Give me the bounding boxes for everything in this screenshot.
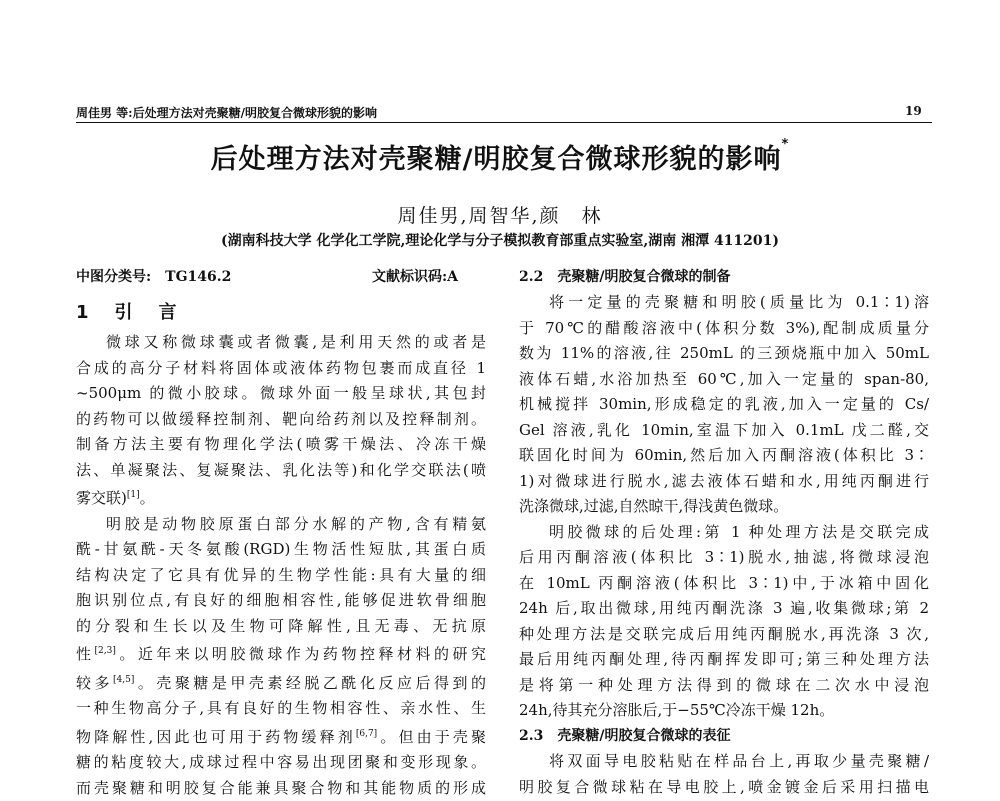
s1-p1-line-text: 雾交联) <box>76 489 127 507</box>
s1-p2-line: 胞识别位点,有良好的细胞相容性,能够促进软骨细胞 <box>76 588 486 614</box>
s22-p2-line: 24h 后,取出微球,用纯丙酮洗涤 3 遍,收集微球;第 2 <box>519 596 929 622</box>
s22-p1-line: 1)对微球进行脱水,滤去液体石蜡和水,用纯丙酮进行 <box>519 469 929 495</box>
page-number: 19 <box>905 104 922 118</box>
s22-p2-line: 24h,待其充分溶胀后,于−55℃冷冻干燥 12h。 <box>519 698 929 724</box>
s1-p1-line: 法、单凝聚法、复凝聚法、乳化法等)和化学交联法(喷 <box>76 458 486 484</box>
s1-p2-line: 而壳聚糖和明胶复合能兼具聚合物和其能物质的形成 <box>76 776 486 801</box>
title-footnote-mark: * <box>782 137 790 152</box>
document-code: 文献标识码:A <box>372 266 458 286</box>
s22-p2-line: 是将第一种处理方法得到的微球在二次水中浸泡 <box>519 673 929 699</box>
article-title <box>0 137 1000 176</box>
section-2-2-heading: 2.2 壳聚糖/明胶复合微球的制备 <box>519 266 730 286</box>
s22-p1-line: 液体石蜡,水浴加热至 60℃,加入一定量的 span-80, <box>519 367 929 393</box>
citation-ref: [1] <box>127 490 140 500</box>
classification-number: 中图分类号: TG146.2 <box>76 266 231 286</box>
s1-p1-line: 微球又称微球囊或者微囊,是利用天然的或者是 <box>76 330 486 356</box>
s1-p2-line <box>76 668 486 697</box>
s1-p2-text: 。但由于壳聚 <box>377 728 486 746</box>
s22-p2-line: 明胶微球的后处理:第 1 种处理方法是交联完成 <box>519 520 929 546</box>
article-authors: 周佳男,周智华,颜 林 <box>0 201 1000 228</box>
s23-line: 将双面导电胶粘贴在样品台上,再取少量壳聚糖/ <box>519 749 929 775</box>
citation-ref: [6,7] <box>356 729 377 739</box>
article-affiliation: (湖南科技大学 化学化工学院,理论化学与分子模拟教育部重点实验室,湖南 湘潭 411201) <box>0 230 1000 250</box>
s1-p2-line: 糖的粘度较大,成球过程中容易出现团聚和变形现象。 <box>76 750 486 776</box>
s1-p2-text: 较多 <box>76 674 113 692</box>
s22-p2-line: 最后用纯丙酮处理,待丙酮挥发即可;第三种处理方法 <box>519 647 929 673</box>
s1-p1-line: 的药物可以做缓释控制剂、靶向给药剂以及控释制剂。 <box>76 407 486 433</box>
section-1-heading: 1 引 言 <box>76 298 181 324</box>
header-rule <box>76 122 932 123</box>
s22-p2-line: 后用丙酮溶液(体积比 3∶1)脱水,抽滤,将微球浸泡 <box>519 545 929 571</box>
s22-p1-line: 机械搅拌 30min,形成稳定的乳液,加入一定量的 Cs/ <box>519 392 929 418</box>
running-header-title: 周佳男 等:后处理方法对壳聚糖/明胶复合微球形貌的影响 <box>76 104 377 121</box>
s22-p2-line: 在 10mL 丙酮溶液(体积比 3∶1)中,于冰箱中固化 <box>519 571 929 597</box>
section-2-3-heading: 2.3 壳聚糖/明胶复合微球的表征 <box>519 724 929 750</box>
left-column <box>76 330 486 801</box>
s1-p2-line <box>76 639 486 668</box>
s1-p1-line: 合成的高分子材料将固体或液体药物包裹而成直径 1 <box>76 356 486 382</box>
s1-p2-line: 结构决定了它具有优异的生物学性能:具有大量的细 <box>76 563 486 589</box>
s1-p2-text: 。壳聚糖是甲壳素经脱乙酰化反应后得到的 <box>134 674 486 692</box>
s22-p1-line: 于 70℃的醋酸溶液中(体积分数 3%),配制成质量分 <box>519 316 929 342</box>
s1-p2-text: 物降解性,因此也可用于药物缓释剂 <box>76 728 356 746</box>
s1-p1-line-last <box>76 483 486 512</box>
s22-p1-line: 将一定量的壳聚糖和明胶(质量比为 0.1∶1)溶 <box>519 290 929 316</box>
s1-p2-line: 明胶是动物胶原蛋白部分水解的产物,含有精氨 <box>76 512 486 538</box>
s23-line: 明胶复合微球粘在导电胶上,喷金镀金后采用扫描电 <box>519 775 929 801</box>
s1-p2-line <box>76 722 486 751</box>
s22-p2-line: 种处理方法是交联完成后用纯丙酮脱水,再洗涤 3 次, <box>519 622 929 648</box>
citation-ref: [4,5] <box>113 675 134 685</box>
s1-p2-text: 性 <box>76 645 95 663</box>
s22-p1-line: 联固化时间为 60min,然后加入丙酮溶液(体积比 3∶ <box>519 443 929 469</box>
right-column <box>519 290 929 800</box>
article-title-text: 后处理方法对壳聚糖/明胶复合微球形貌的影响 <box>211 144 782 175</box>
s22-p1-line: Gel 溶液,乳化 10min,室温下加入 0.1mL 戊二醛,交 <box>519 418 929 444</box>
s1-p2-line: 的分裂和生长以及生物可降解性,且无毒、无抗原 <box>76 614 486 640</box>
s1-p2-line: 一种生物高分子,具有良好的生物相容性、亲水性、生 <box>76 696 486 722</box>
s1-p2-line: 酰-甘氨酰-天冬氨酸(RGD)生物活性短肽,其蛋白质 <box>76 537 486 563</box>
s22-p1-line: 洗涤微球,过滤,自然晾干,得浅黄色微球。 <box>519 494 929 520</box>
citation-ref: [2,3] <box>95 646 116 656</box>
s1-p1-line: 制备方法主要有物理化学法(喷雾干燥法、冷冻干燥 <box>76 432 486 458</box>
s1-p2-text: 。近年来以明胶微球作为药物控释材料的研究 <box>116 645 486 663</box>
s1-p1-line: ~500μm 的微小胶球。微球外面一般呈球状,其包封 <box>76 381 486 407</box>
s1-p1-line-tail: 。 <box>140 489 155 507</box>
s22-p1-line: 数为 11%的溶液,往 250mL 的三颈烧瓶中加入 50mL <box>519 341 929 367</box>
